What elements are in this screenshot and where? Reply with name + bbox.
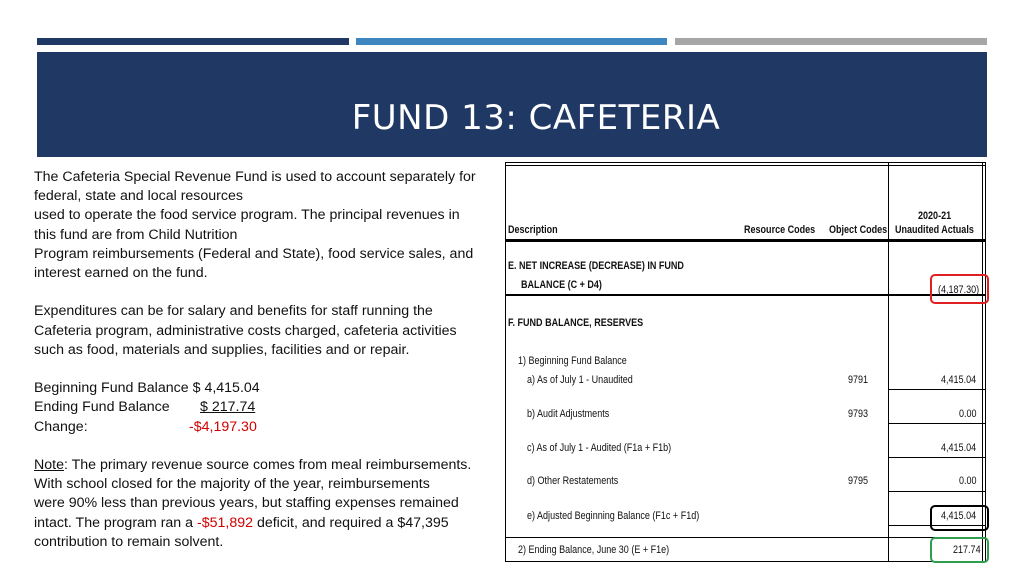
fund-balance-table — [505, 162, 986, 562]
row-divider — [506, 294, 985, 296]
expenditure-line: Cafeteria program, administrative costs charged, cafeteria activities — [34, 322, 457, 339]
note-text: : The primary revenue source comes from meal reimbursements. — [63, 457, 472, 473]
body-text — [34, 168, 496, 552]
deficit-value: -$51,892 — [196, 514, 253, 531]
intro-line: The Cafeteria Special Revenue Fund is used to account separately for — [34, 169, 476, 185]
accent-bar-navy — [37, 38, 349, 45]
header-description: Description — [508, 224, 558, 236]
intro-line: Program reimbursements (Federal and State), food service sales, and — [34, 245, 474, 262]
column-divider — [982, 163, 983, 561]
row-b-code: 9793 — [848, 408, 869, 420]
row-divider — [888, 491, 985, 492]
row-d-code: 9795 — [848, 475, 869, 487]
expenditure-line: Expenditures can be for salary and benefits for staff running the — [34, 303, 433, 320]
row-c-label: c) As of July 1 - Audited (F1a + F1b) — [527, 442, 672, 454]
note-text: intact. The program ran a — [34, 514, 197, 531]
row-a-label: a) As of July 1 - Unaudited — [527, 374, 633, 386]
row-divider — [888, 389, 985, 390]
header-year: 2020-21 — [918, 210, 952, 222]
note-text: deficit, and required a $47,395 — [253, 514, 449, 531]
header-actuals: Unaudited Actuals — [895, 224, 974, 236]
ending-balance-row — [34, 398, 496, 417]
note-line — [34, 514, 496, 533]
beginning-balance-value: $ 4,415.04 — [192, 380, 260, 397]
change-label: Change: — [34, 418, 88, 435]
note-line: were 90% less than previous years, but staffing expenses remained — [34, 495, 459, 512]
note-line: contribution to remain solvent. — [34, 533, 224, 550]
section-e-title: E. NET INCREASE (DECREASE) IN FUND — [508, 260, 684, 272]
ending-balance-highlight — [930, 537, 989, 563]
adjusted-balance-highlight — [930, 505, 989, 531]
section-e-subtitle: BALANCE (C + D4) — [521, 279, 602, 291]
column-divider — [888, 163, 889, 561]
net-change-value: (4,187.30) — [938, 284, 980, 296]
accent-bar-gray — [675, 38, 987, 45]
intro-line: federal, state and local resources — [34, 188, 243, 205]
change-value: -$4,197.30 — [189, 418, 257, 435]
title-band — [37, 52, 987, 157]
row-divider — [506, 537, 985, 538]
slide-title: FUND 13: CAFETERIA — [351, 98, 721, 138]
row-b-value: 0.00 — [959, 408, 977, 420]
ending-balance-value: $ 217.74 — [200, 399, 256, 416]
note-label: Note — [34, 457, 64, 473]
note-line — [34, 456, 496, 475]
intro-line: used to operate the food service program. The principal revenues in — [34, 207, 460, 224]
row-d-value: 0.00 — [959, 475, 977, 487]
row-c-value: 4,415.04 — [941, 442, 977, 454]
ending-balance-row-label: 2) Ending Balance, June 30 (E + F1e) — [518, 544, 670, 556]
note-line: With school closed for the majority of the year, reimbursements — [34, 476, 430, 493]
beginning-balance-label: Beginning Fund Balance — [34, 380, 189, 397]
intro-line: this fund are from Child Nutrition — [34, 226, 238, 243]
ending-balance-row-value: 217.74 — [953, 544, 981, 556]
row-d-label: d) Other Restatements — [527, 475, 619, 487]
row-divider — [888, 423, 985, 424]
section-f-title: F. FUND BALANCE, RESERVES — [508, 317, 644, 329]
expenditure-line: such as food, materials and supplies, facilities and or repair. — [34, 341, 410, 358]
beginning-balance-title: 1) Beginning Fund Balance — [518, 355, 627, 367]
header-object-codes: Object Codes — [829, 224, 888, 236]
ending-balance-label: Ending Fund Balance — [34, 399, 170, 416]
row-a-value: 4,415.04 — [941, 374, 977, 386]
row-e-label: e) Adjusted Beginning Balance (F1c + F1d) — [527, 510, 700, 522]
accent-bar-blue — [356, 38, 667, 45]
row-divider — [888, 457, 985, 458]
header-rule — [506, 239, 985, 242]
row-divider — [506, 165, 985, 166]
intro-line: interest earned on the fund. — [34, 265, 208, 282]
change-row — [34, 418, 496, 437]
row-a-code: 9791 — [848, 374, 869, 386]
net-change-highlight — [930, 274, 989, 304]
beginning-balance-row — [34, 379, 496, 398]
row-e-value: 4,415.04 — [941, 510, 977, 522]
header-resource-codes: Resource Codes — [744, 224, 816, 236]
row-b-label: b) Audit Adjustments — [527, 408, 610, 420]
